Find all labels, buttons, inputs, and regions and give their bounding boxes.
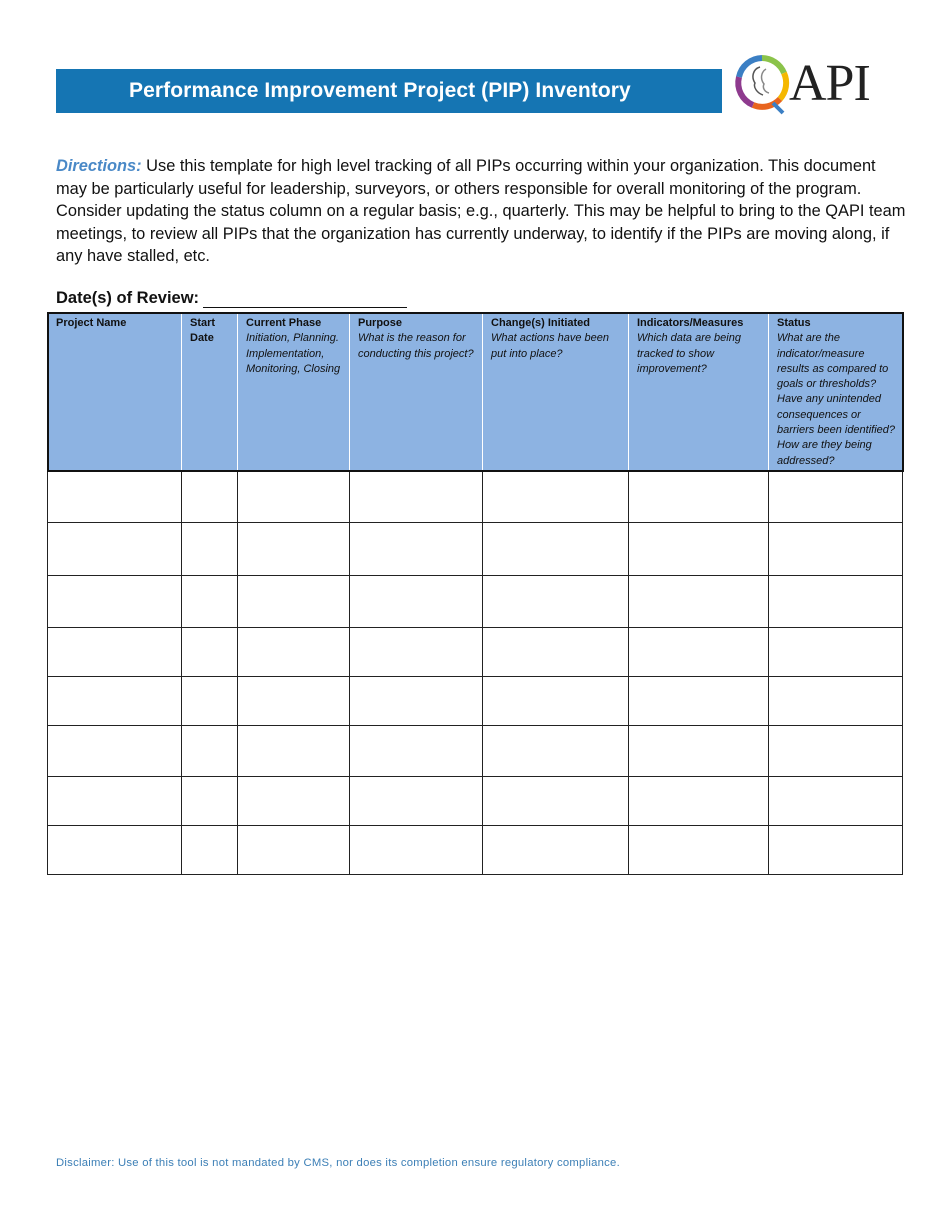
table-cell[interactable] [182,522,238,575]
table-cell[interactable] [629,825,769,874]
table-cell[interactable] [182,627,238,676]
table-cell[interactable] [629,676,769,725]
table-cell[interactable] [350,825,483,874]
table-cell[interactable] [483,627,629,676]
table-cell[interactable] [350,522,483,575]
table-cell[interactable] [182,825,238,874]
table-row [48,776,903,825]
directions-paragraph [56,155,906,268]
table-cell[interactable] [238,676,350,725]
table-cell[interactable] [48,725,182,776]
table-cell[interactable] [238,471,350,522]
table-cell[interactable] [483,522,629,575]
table-cell[interactable] [629,627,769,676]
table-cell[interactable] [769,575,903,627]
table-cell[interactable] [182,725,238,776]
table-cell[interactable] [769,776,903,825]
table-cell[interactable] [769,627,903,676]
column-header-start-date: Start Date [182,313,238,472]
table-cell[interactable] [238,825,350,874]
table-row [48,522,903,575]
page-title: Performance Improvement Project (PIP) Inventory [129,79,631,102]
qapi-logo [733,52,883,116]
table-cell[interactable] [350,627,483,676]
table-cell[interactable] [182,776,238,825]
date-of-review [56,289,407,308]
table-cell[interactable] [629,776,769,825]
table-cell[interactable] [483,575,629,627]
table-cell[interactable] [483,825,629,874]
table-cell[interactable] [238,776,350,825]
table-cell[interactable] [350,725,483,776]
table-row [48,676,903,725]
review-label: Date(s) of Review: [56,289,200,307]
qapi-logo-ring-icon [733,53,791,115]
table-cell[interactable] [48,522,182,575]
directions-label: Directions: [56,157,142,175]
table-cell[interactable] [48,825,182,874]
table-cell[interactable] [238,627,350,676]
table-body [48,471,903,874]
table-cell[interactable] [182,471,238,522]
table-cell[interactable] [769,471,903,522]
table-cell[interactable] [48,676,182,725]
table-header-row [48,313,903,472]
table-cell[interactable] [350,471,483,522]
table-cell[interactable] [182,676,238,725]
column-header-status: Status What are the indicator/measure results as compared to goals or thresholds? Have any unintended consequences or barriers been identified? How are they being addressed? [769,313,903,472]
table-cell[interactable] [48,575,182,627]
table-cell[interactable] [350,575,483,627]
table-cell[interactable] [48,471,182,522]
title-banner [56,69,722,113]
table-row [48,825,903,874]
directions-text: Use this template for high level tracking of all PIPs occurring within your organization. This document may be particularly useful for leadership, surveyors, or others responsible for overall monitoring of the program. Consider updating the status column on a regular basis; e.g., quarterly. This may be helpful to bring to the QAPI team meetings, to review all PIPs that the organization has currently underway, to identify if the PIPs are moving along, if any have stalled, etc. [56,157,906,266]
table-cell[interactable] [483,725,629,776]
table-cell[interactable] [769,676,903,725]
table-cell[interactable] [629,471,769,522]
pip-inventory-table [47,312,903,875]
table-cell[interactable] [483,676,629,725]
column-header-current-phase: Current Phase Initiation, Planning. Implementation, Monitoring, Closing [238,313,350,472]
table-cell[interactable] [769,825,903,874]
table-cell[interactable] [238,725,350,776]
review-date-line[interactable] [203,293,407,308]
table-cell[interactable] [483,776,629,825]
disclaimer: Disclaimer: Use of this tool is not mandated by CMS, nor does its completion ensure regulatory compliance. [56,1157,620,1169]
column-header-purpose: Purpose What is the reason for conducting this project? [350,313,483,472]
table-cell[interactable] [238,575,350,627]
table-cell[interactable] [483,471,629,522]
column-header-indicators-measures: Indicators/Measures Which data are being tracked to show improvement? [629,313,769,472]
table-cell[interactable] [350,776,483,825]
table-cell[interactable] [769,725,903,776]
table-cell[interactable] [48,776,182,825]
table-row [48,725,903,776]
table-row [48,471,903,522]
table-cell[interactable] [350,676,483,725]
table-row [48,575,903,627]
table-cell[interactable] [182,575,238,627]
table-cell[interactable] [629,725,769,776]
table-cell[interactable] [48,627,182,676]
table-cell[interactable] [629,522,769,575]
table-row [48,627,903,676]
logo-text: API [789,55,870,112]
table-cell[interactable] [629,575,769,627]
table-cell[interactable] [769,522,903,575]
column-header-changes-initiated: Change(s) Initiated What actions have been put into place? [483,313,629,472]
column-header-project-name: Project Name [48,313,182,472]
table-cell[interactable] [238,522,350,575]
